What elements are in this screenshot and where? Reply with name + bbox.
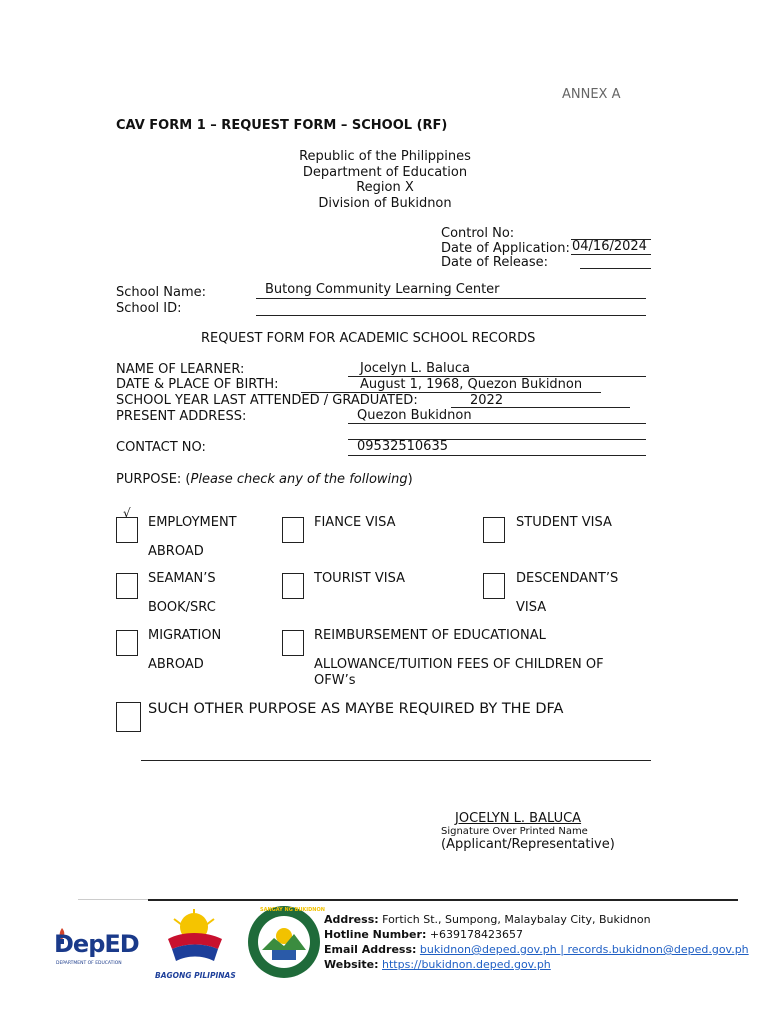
contact-line (348, 455, 646, 456)
option-reimbursement-line2: ALLOWANCE/TUITION FEES OF CHILDREN OF (314, 657, 604, 672)
header-line-3: Region X (356, 180, 414, 195)
check-mark-icon: √ (123, 506, 131, 520)
division-seal (246, 904, 325, 980)
date-release-line[interactable] (580, 268, 651, 269)
option-employment-line2: ABROAD (148, 544, 204, 559)
checkbox-tourist-visa[interactable] (282, 573, 304, 599)
learner-name-value[interactable]: Jocelyn L. Baluca (360, 361, 470, 376)
school-name-value[interactable]: Butong Community Learning Center (265, 282, 500, 297)
footer-website-label: Website: (324, 958, 379, 971)
option-seaman-line1: SEAMAN’S (148, 571, 216, 586)
division-seal-text: SANGAY NG BUKIDNON (260, 907, 325, 913)
purpose-close: ) (407, 472, 413, 487)
school-id-line[interactable] (256, 315, 646, 316)
address-label: PRESENT ADDRESS: (116, 409, 247, 424)
address-line-1 (348, 423, 646, 424)
school-year-label: SCHOOL YEAR LAST ATTENDED / GRADUATED: (116, 393, 418, 408)
school-id-label: School ID: (116, 301, 182, 316)
checkbox-student-visa[interactable] (483, 517, 505, 543)
option-student-visa: STUDENT VISA (516, 515, 612, 530)
school-year-line (451, 407, 630, 408)
footer-hotline (324, 928, 523, 941)
date-application-value[interactable]: 04/16/2024 (572, 239, 647, 254)
checkbox-other-purpose[interactable] (116, 702, 141, 732)
checkbox-seaman-book[interactable] (116, 573, 138, 599)
deped-logo-text: DepED (54, 930, 139, 958)
checkbox-descendant-visa[interactable] (483, 573, 505, 599)
control-no-label: Control No: (441, 226, 515, 241)
footer-email-label: Email Address: (324, 943, 417, 956)
option-other-purpose: SUCH OTHER PURPOSE AS MAYBE REQUIRED BY THE DFA (148, 701, 564, 717)
form-title: CAV FORM 1 – REQUEST FORM – SCHOOL (RF) (116, 118, 448, 133)
header-line-4: Division of Bukidnon (318, 196, 452, 211)
checkbox-migration-abroad[interactable] (116, 630, 138, 656)
learner-name-label: NAME OF LEARNER: (116, 362, 245, 377)
signature-caption: Signature Over Printed Name (441, 826, 588, 837)
contact-value[interactable]: 09532510635 (357, 439, 448, 454)
deped-logo-subtext: DEPARTMENT OF EDUCATION (56, 961, 122, 966)
school-name-label: School Name: (116, 285, 207, 300)
option-migration-line1: MIGRATION (148, 628, 222, 643)
signature-role: (Applicant/Representative) (441, 837, 615, 852)
date-application-label: Date of Application: (441, 241, 570, 256)
option-descendant-line2: VISA (516, 600, 547, 615)
footer-email-link[interactable]: bukidnon@deped.gov.ph | records.bukidnon@deped.gov.ph (419, 943, 749, 956)
footer-website (324, 958, 551, 971)
bagong-pilipinas-logo (152, 905, 238, 985)
bagong-pilipinas-text: BAGONG PILIPINAS (155, 971, 236, 980)
contact-label: CONTACT NO: (116, 440, 206, 455)
annex-label: ANNEX A (562, 87, 621, 102)
footer-hotline-value: +639178423657 (429, 928, 524, 941)
purpose-hint: Please check any of the following (190, 472, 408, 487)
option-descendant-line1: DESCENDANT’S (516, 571, 619, 586)
dob-label: DATE & PLACE OF BIRTH: (116, 377, 279, 392)
footer-website-link[interactable]: https://bukidnon.deped.gov.ph (382, 958, 551, 971)
footer-email (324, 943, 749, 956)
option-seaman-line2: BOOK/SRC (148, 600, 216, 615)
header-line-1: Republic of the Philippines (299, 149, 471, 164)
header-line-2: Department of Education (302, 165, 468, 180)
purpose-label (116, 472, 413, 487)
footer-address-label: Address: (324, 913, 379, 926)
option-reimbursement-line3: OFW’s (314, 673, 356, 688)
option-employment-line1: EMPLOYMENT (148, 515, 237, 530)
deped-logo (52, 918, 148, 978)
option-reimbursement-line1: REIMBURSEMENT OF EDUCATIONAL (314, 628, 546, 643)
footer-rule (148, 899, 738, 901)
date-release-label: Date of Release: (441, 255, 549, 270)
signature-name: JOCELYN L. BALUCA (455, 811, 582, 826)
option-migration-line2: ABROAD (148, 657, 204, 672)
section-title: REQUEST FORM FOR ACADEMIC SCHOOL RECORDS (201, 331, 536, 346)
footer-address-value: Fortich St., Sumpong, Malaybalay City, Bukidnon (382, 913, 651, 926)
dob-value[interactable]: August 1, 1968, Quezon Bukidnon (360, 377, 583, 392)
footer-address (324, 913, 651, 926)
footer-hotline-label: Hotline Number: (324, 928, 427, 941)
school-name-line (256, 298, 646, 299)
school-year-value[interactable]: 2022 (470, 393, 504, 408)
purpose-label-text: PURPOSE: ( (116, 472, 191, 487)
checkbox-fiance-visa[interactable] (282, 517, 304, 543)
checkbox-reimbursement[interactable] (282, 630, 304, 656)
date-application-line (571, 254, 651, 255)
option-fiance-visa: FIANCE VISA (314, 515, 396, 530)
checkbox-employment-abroad[interactable] (116, 517, 138, 543)
option-tourist-visa: TOURIST VISA (314, 571, 405, 586)
other-purpose-line[interactable] (141, 760, 651, 761)
address-value[interactable]: Quezon Bukidnon (357, 408, 472, 423)
